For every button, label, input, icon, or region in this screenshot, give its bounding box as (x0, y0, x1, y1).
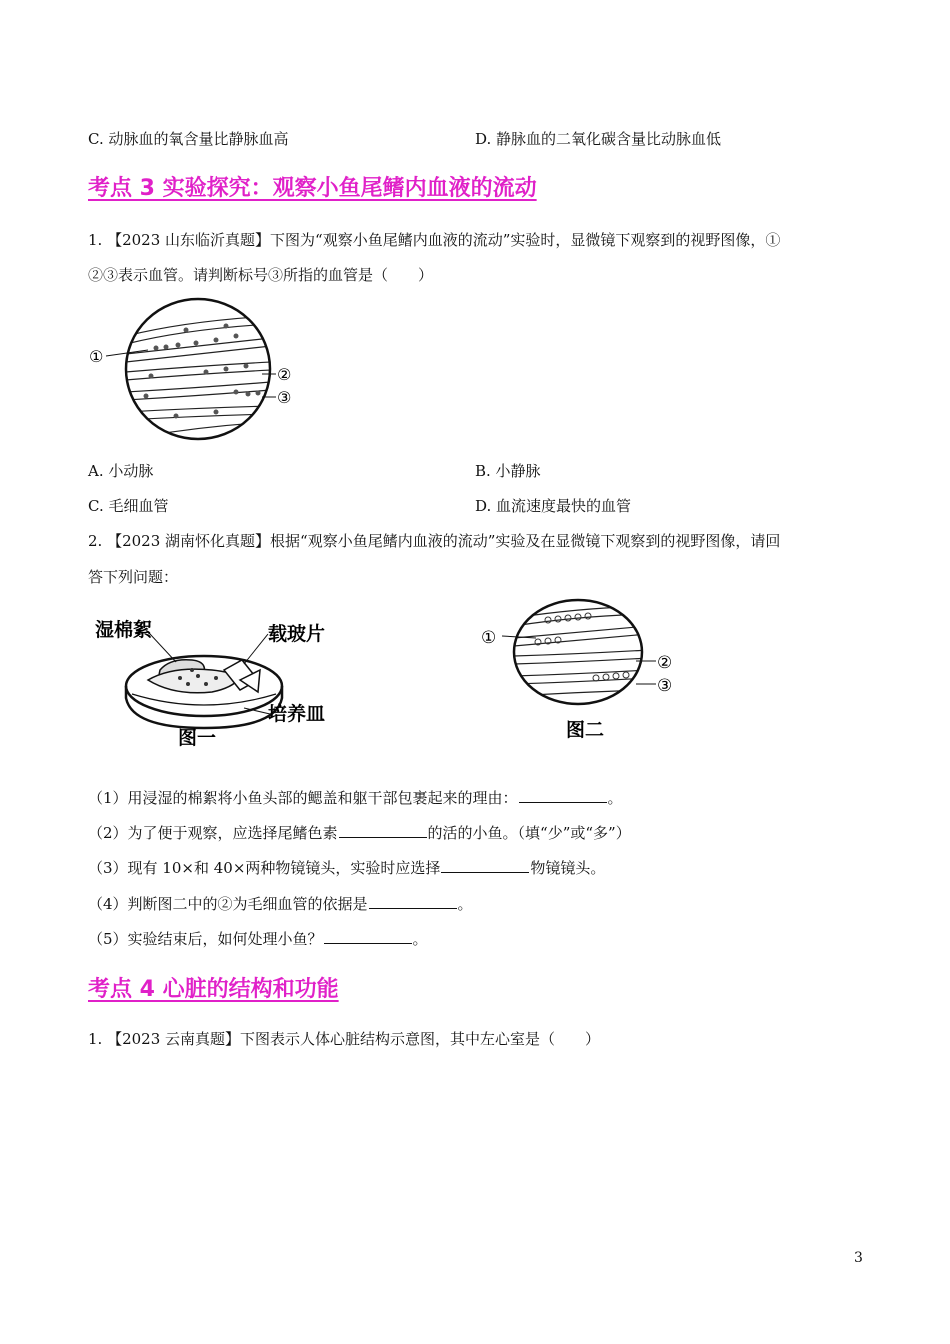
q1-label-3: ③ (277, 388, 292, 407)
q1-label-2: ② (277, 365, 292, 384)
answer-blank[interactable] (441, 871, 529, 873)
q2-stem-line1: 2. 【2023 湖南怀化真题】根据“观察小鱼尾鳍内血液的流动”实验及在显微镜下观察到的视野图像，请回 (88, 532, 781, 550)
q1-stem-line1: 1. 【2023 山东临沂真题】下图为“观察小鱼尾鳍内血液的流动”实验时，显微镜下观察到的视野图像，① (88, 231, 781, 249)
q2-sub-2: （2）为了便于观察，应选择尾鳍色素 的活的小鱼。（填“少”或“多”） (88, 824, 631, 842)
fig1-caption: 图一 (178, 727, 217, 749)
fig2-label-3: ③ (657, 676, 673, 696)
fig2-microscope-figure (478, 598, 693, 746)
fig2-label-2: ② (657, 653, 673, 673)
answer-blank[interactable] (339, 836, 427, 838)
page-number: 3 (854, 1250, 863, 1266)
answer-blank[interactable] (519, 801, 607, 803)
q1-option-c: C. 毛细血管 (88, 497, 169, 515)
section-3-heading: 考点 3 实验探究：观察小鱼尾鳍内血液的流动 (88, 176, 537, 201)
q2-stem-line2: 答下列问题： (88, 568, 179, 586)
option-d: D. 静脉血的二氧化碳含量比动脉血低 (475, 130, 722, 148)
section-4-heading: 考点 4 心脏的结构和功能 (88, 977, 339, 1002)
q2-sub-1: （1）用浸湿的棉絮将小鱼头部的鳃盖和躯干部包裹起来的理由： 。 (88, 789, 623, 807)
q1-stem-line2: ②③表示血管。请判断标号③所指的血管是（ ） (88, 266, 434, 284)
answer-blank[interactable] (324, 942, 412, 944)
option-c: C. 动脉血的氧含量比静脉血高 (88, 130, 289, 148)
answer-blank[interactable] (369, 907, 457, 909)
q1-label-1: ① (89, 347, 104, 366)
q1-option-a: A. 小动脉 (88, 462, 154, 480)
q1-option-d: D. 血流速度最快的血管 (475, 497, 632, 515)
s4-q1-stem: 1. 【2023 云南真题】下图表示人体心脏结构示意图，其中左心室是（ ） (88, 1030, 601, 1048)
q2-sub-5: （5）实验结束后，如何处理小鱼？ 。 (88, 930, 428, 948)
q2-sub-4: （4）判断图二中的②为毛细血管的依据是 。 (88, 895, 473, 913)
fig1-petri-dish-diagram (92, 608, 342, 753)
fig1-label-slide: 载玻片 (268, 623, 326, 645)
fig1-label-dish: 培养皿 (268, 703, 326, 725)
q1-option-b: B. 小静脉 (475, 462, 541, 480)
fig1-label-cotton: 湿棉絮 (95, 619, 153, 641)
q1-microscope-figure (86, 296, 301, 444)
fig2-label-1: ① (481, 628, 497, 648)
q2-sub-3: （3）现有 10×和 40×两种物镜镜头，实验时应选择 物镜镜头。 (88, 859, 606, 877)
fig2-caption: 图二 (566, 719, 605, 741)
